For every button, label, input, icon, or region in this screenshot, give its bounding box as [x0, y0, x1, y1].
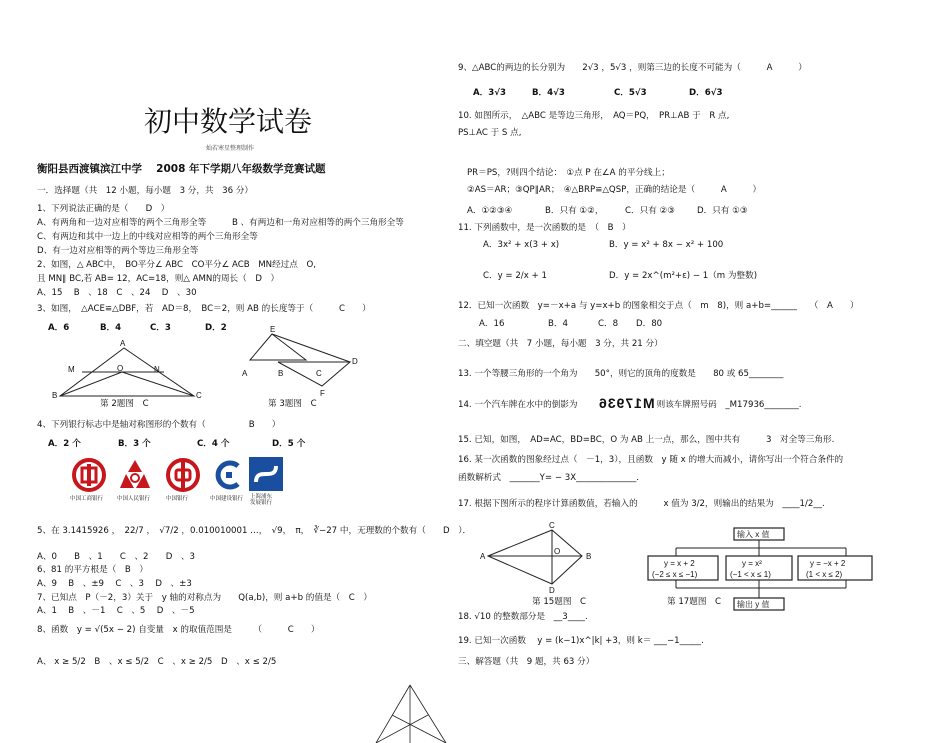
flow-branch3-range: (1 < x ≤ 2) [806, 570, 843, 579]
question-10-line2: PS⊥AC 于 S 点, [458, 128, 522, 138]
flow-branch2-formula: y = x² [742, 559, 762, 568]
question-1-option-ab: A、有两角和一边对应相等的两个三角形全等 B 、有两边和一角对应相等的两个三角形全等 [37, 218, 404, 228]
question-3-option-a: A．6 [48, 323, 70, 333]
spdb-logo-icon [248, 456, 284, 492]
bank-name-icbc: 中国工商银行 [70, 496, 104, 502]
paper-subtitle: 灿若寒星整理制作 [206, 145, 255, 152]
question-12-option-b: B．4 [548, 319, 568, 329]
fig2-label-n: N [154, 365, 160, 374]
fig3-label-d: D [352, 357, 358, 366]
question-11-option-c: C．y = 2/x + 1 [483, 271, 547, 281]
fig2-label-m: M [68, 365, 75, 374]
question-15: 15. 已知，如图， AD=AC，BD=BC，O 为 AB 上一点，那么，图中共有 3 对全等三角形. [458, 435, 835, 445]
section-3-heading: 三、解答题（共 9 题，共 63 分） [458, 657, 595, 667]
question-9-option-d: D．6√3 [689, 88, 723, 98]
question-12-option-a: A．16 [479, 319, 505, 329]
fig3-label-b: B [278, 369, 284, 378]
question-11-option-d: D．y = 2x^(m²+ε) − 1（m 为整数) [609, 271, 758, 281]
question-7-options: A、1 B 、－1 C 、5 D 、－5 [37, 606, 195, 616]
flow-branch3-formula: y = −x + 2 [810, 559, 846, 568]
figure-3-caption: 第 3题图 C [268, 399, 317, 409]
question-7: 7、已知点 P（－2，3）关于 y 轴的对称点为 Q(a,b)，则 a+b 的值是（ C ） [37, 593, 372, 603]
fig15-label-o: O [554, 547, 561, 556]
fig2-label-b: B [52, 391, 58, 400]
fig15-label-d: D [549, 586, 555, 595]
flow-branch1-range: (−2 ≤ x ≤ −1) [652, 570, 698, 579]
question-9-option-b: B．4√3 [532, 88, 565, 98]
question-11: 11. 下列函数中，是一次函数的是 （ B ） [458, 223, 631, 233]
question-1-option-c: C、有两边和其中一边上的中线对应相等的两个三角形全等 [37, 232, 258, 242]
pboc-logo-icon [118, 458, 152, 492]
icbc-logo-icon [72, 458, 106, 492]
question-6: 6、81 的平方根是（ B ） [37, 565, 148, 575]
fig2-label-c: C [196, 391, 202, 400]
figure-17-caption: 第 17题图 C [667, 597, 722, 607]
question-12-option-d: D．80 [636, 319, 663, 329]
boc-logo-icon [166, 458, 200, 492]
fig2-label-o: O [117, 364, 124, 373]
question-1-option-d: D、有一边对应相等的两个等边三角形全等 [37, 246, 199, 256]
question-6-options: A、9 B 、±9 C 、3 D 、±3 [37, 579, 192, 589]
question-10-line4: ②AS＝AR；③QP∥AR； ④△BRP≌△QSP，正确的结论是（ A ） [467, 185, 762, 195]
fig3-label-c: C [316, 369, 322, 378]
question-9-option-a: A．3√3 [473, 88, 506, 98]
section-1-heading: 一．选择题（共 12 小题，每小题 3 分，共 36 分） [37, 186, 254, 196]
question-12: 12．已知一次函数 y=－x+a 与 y=x+b 的图象相交于点（ m 8)，则 a+b=______ （ A ） [458, 301, 859, 311]
bank-name-spdb: 上海浦东 发展银行 [250, 494, 273, 507]
figure-2-triangle [50, 338, 210, 408]
bank-name-ccb: 中国建设银行 [210, 496, 244, 502]
question-8-options: A、 x ≥ 5/2 B 、x ≤ 5/2 C 、x ≥ 2/5 D 、x ≤ 2/5 [37, 657, 277, 667]
figure-15-kite [482, 522, 592, 594]
question-4-option-b: B．3 个 [118, 439, 151, 449]
question-4-option-a: A．2 个 [48, 439, 81, 449]
question-16-line2: 函数解析式 _______Y= − 3X______________． [458, 473, 645, 483]
fig3-label-f: F [320, 389, 325, 398]
question-9: 9、△ABC的两边的长分别为 2√3 ，5√3 ，则第三边的长度不可能为（ A ） [458, 63, 807, 73]
question-5: 5、在 3.1415926 ， 22/7 ， √7/2 ，0.010010001 …， √9， π， ∛−27 中，无理数的个数有（ D ）． [37, 526, 472, 536]
question-3: 3、如图， △ACE≌△DBF，若 AD＝8， BC＝2，则 AB 的长度等于（ C ） [37, 304, 371, 314]
ccb-logo-icon [212, 458, 246, 492]
question-14-prefix: 14. 一个汽车牌在水中的倒影为 [458, 400, 578, 410]
mirrored-license-plate: M17936 [598, 395, 655, 411]
question-13: 13. 一个等腰三角形的一个角为 50°，则它的顶角的度数是 80 或 65________ [458, 369, 784, 379]
bank-name-boc: 中国银行 [166, 496, 189, 502]
question-19: 19. 已知一次函数 y = (k−1)x^|k| +3，则 k＝ ___−1_____. [458, 636, 704, 646]
question-10-line3: PR＝PS，?则四个结论： ①点 P 在∠A 的平分线上； [467, 168, 670, 178]
bank-name-pboc: 中国人民银行 [117, 496, 151, 502]
figure-15-caption: 第 15题图 C [532, 597, 587, 607]
flow-branch2-range: (−1 < x ≤ 1) [730, 570, 771, 579]
fig15-label-a: A [480, 552, 486, 561]
question-5-options: A、0 B 、1 C 、2 D 、3 [37, 552, 195, 562]
question-12-option-c: C．8 [598, 319, 619, 329]
question-16-line1: 16. 某一次函数的图象经过点（ －1，3），且函数 y 随 x 的增大而减小，请你写出一个符合条件的 [458, 455, 844, 465]
figure-2-caption: 第 2题图 C [100, 399, 149, 409]
section-2-heading: 二、填空题（共 7 小题，每小题 3 分，共 21 分） [458, 339, 663, 349]
question-10-option-b: B．只有 ①②， [545, 206, 604, 216]
question-10-option-c: C．只有 ②③ [625, 206, 675, 216]
question-3-option-c: C．3 [150, 323, 171, 333]
fig15-label-b: B [586, 552, 592, 561]
question-10-option-a: A．①②③④ [467, 206, 513, 216]
question-9-option-c: C．5√3 [614, 88, 647, 98]
question-1: 1、下列说法正确的是（ D ） [37, 204, 170, 214]
question-14-suffix: ，则该车牌照号码 _M17936________. [648, 400, 802, 410]
question-11-option-a: A．3x² + x(3 + x) [483, 240, 560, 250]
question-10-option-d: D．只有 ①③ [697, 206, 748, 216]
question-4-option-d: D．5 个 [272, 439, 306, 449]
flow-branch1-formula: y = x + 2 [664, 559, 695, 568]
question-10-line1: 10. 如图所示， △ABC 是等边三角形， AQ＝PQ， PR⊥AB 于 R 点, [458, 111, 730, 121]
question-11-option-b: B．y = x² + 8x − x² + 100 [609, 240, 724, 250]
question-4-option-c: C．4 个 [197, 439, 230, 449]
flow-output-box: 输出 y 值 [737, 600, 770, 609]
exam-heading: 衡阳县西渡镇滨江中学 2008 年下学期八年级数学竞赛试题 [37, 163, 326, 175]
question-2-line1: 2、如图，△ ABC中， BO平分∠ ABC CO平分∠ ACB MN经过点 O, [37, 260, 316, 270]
flow-input-box: 输入 x 值 [737, 530, 770, 539]
question-2-line2: 且 MN∥ BC,若 AB= 12，AC=18，则△ AMN的周长（ D ） [37, 274, 280, 284]
question-3-option-d: D．2 [205, 323, 227, 333]
question-18: 18. √10 的整数部分是 __3____. [458, 612, 588, 622]
figure-3-triangles [242, 326, 362, 396]
fig2-label-a: A [120, 339, 126, 348]
paper-title: 初中数学试卷 [144, 105, 313, 138]
question-3-option-b: B．4 [100, 323, 122, 333]
bottom-figure-partial [372, 683, 452, 743]
fig15-label-c: C [549, 521, 555, 530]
fig3-label-a: A [242, 369, 248, 378]
fig3-label-e: E [270, 325, 276, 334]
question-2-options: A、15 B 、18 C 、24 D 、30 [37, 288, 197, 298]
question-8: 8、函数 y = √(5x − 2) 自变量 x 的取值范围是 （ C ） [37, 625, 320, 635]
question-17: 17. 根据下图所示的程序计算函数值，若输入的 x 值为 3/2，则输出的结果为 ____1/2__. [458, 499, 825, 509]
question-4: 4、下列银行标志中是轴对称图形的个数有（ B ） [37, 420, 281, 430]
